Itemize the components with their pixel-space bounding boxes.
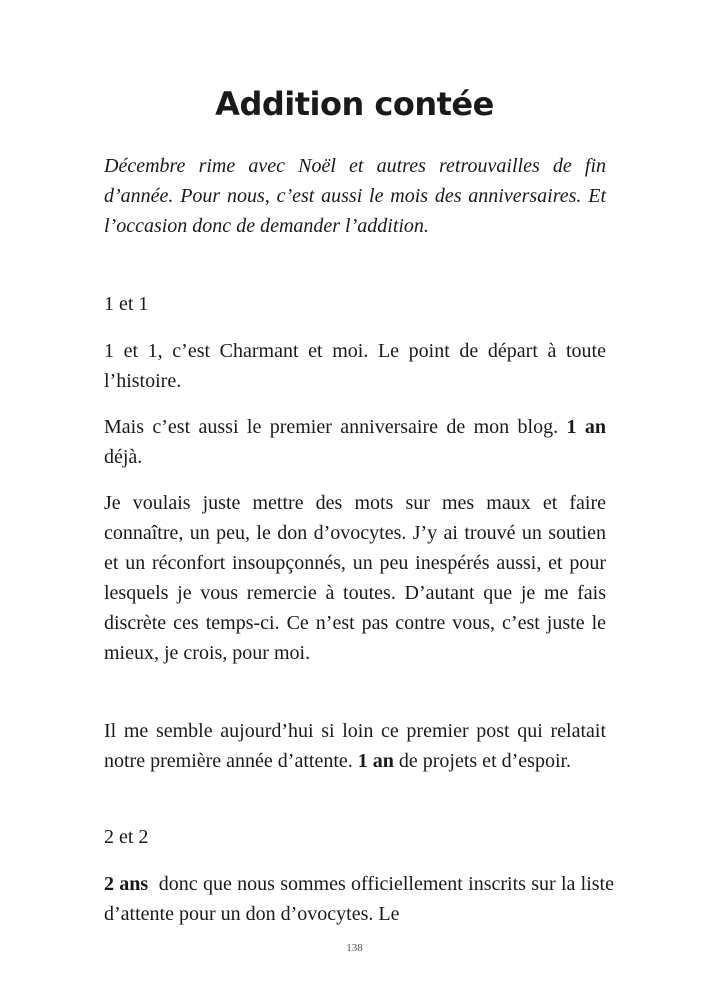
paragraph-2 (104, 412, 606, 472)
intro-paragraph: Décembre rime avec Noël et autres retrouvailles de fin d’année. Pour nous, c’est aussi le mois des anniversaires. Et l’occasion donc de demander l’addition. (104, 155, 606, 237)
paragraph-4-tail: de projets et d’espoir. (393, 750, 572, 772)
paragraph-4-text: Il me semble aujourd’hui si loin ce premier post qui relatait notre première année d’attente. (104, 720, 606, 772)
paragraph-2-bold: 1 an (566, 416, 607, 438)
paragraph-4-bold: 1 an (357, 750, 394, 772)
paragraph-5 (104, 869, 619, 929)
section-heading-2: 2 et 2 (104, 826, 149, 848)
paragraph-1: 1 et 1, c’est Charmant et moi. Le point de départ à toute l’histoire. (104, 340, 606, 392)
paragraph-4 (104, 716, 606, 776)
paragraph-2-text: Mais c’est aussi le premier anniversaire de mon blog. (104, 416, 567, 438)
paragraph-5-bold: 2 ans (104, 873, 149, 895)
section-heading-1: 1 et 1 (104, 293, 149, 315)
page-title: Addition contée (215, 85, 494, 123)
paragraph-5-tail: donc que nous sommes officiellement inscrits sur la liste d’attente pour un don d’ovocytes. Le (104, 873, 619, 925)
paragraph-3: Je voulais juste mettre des mots sur mes maux et faire connaître, un peu, le don d’ovocytes. J’y ai trouvé un soutien et un réconfort insoupçonnés, un peu inespérés aussi, et pour lesquels je vous remercie à toutes. D’autant que je me fais discrète ces temps-ci. Ce n’est pas contre vous, c’est juste le mieux, je crois, pour moi. (104, 492, 606, 664)
page-number: 138 (346, 942, 363, 954)
paragraph-2-tail: déjà. (104, 446, 143, 468)
